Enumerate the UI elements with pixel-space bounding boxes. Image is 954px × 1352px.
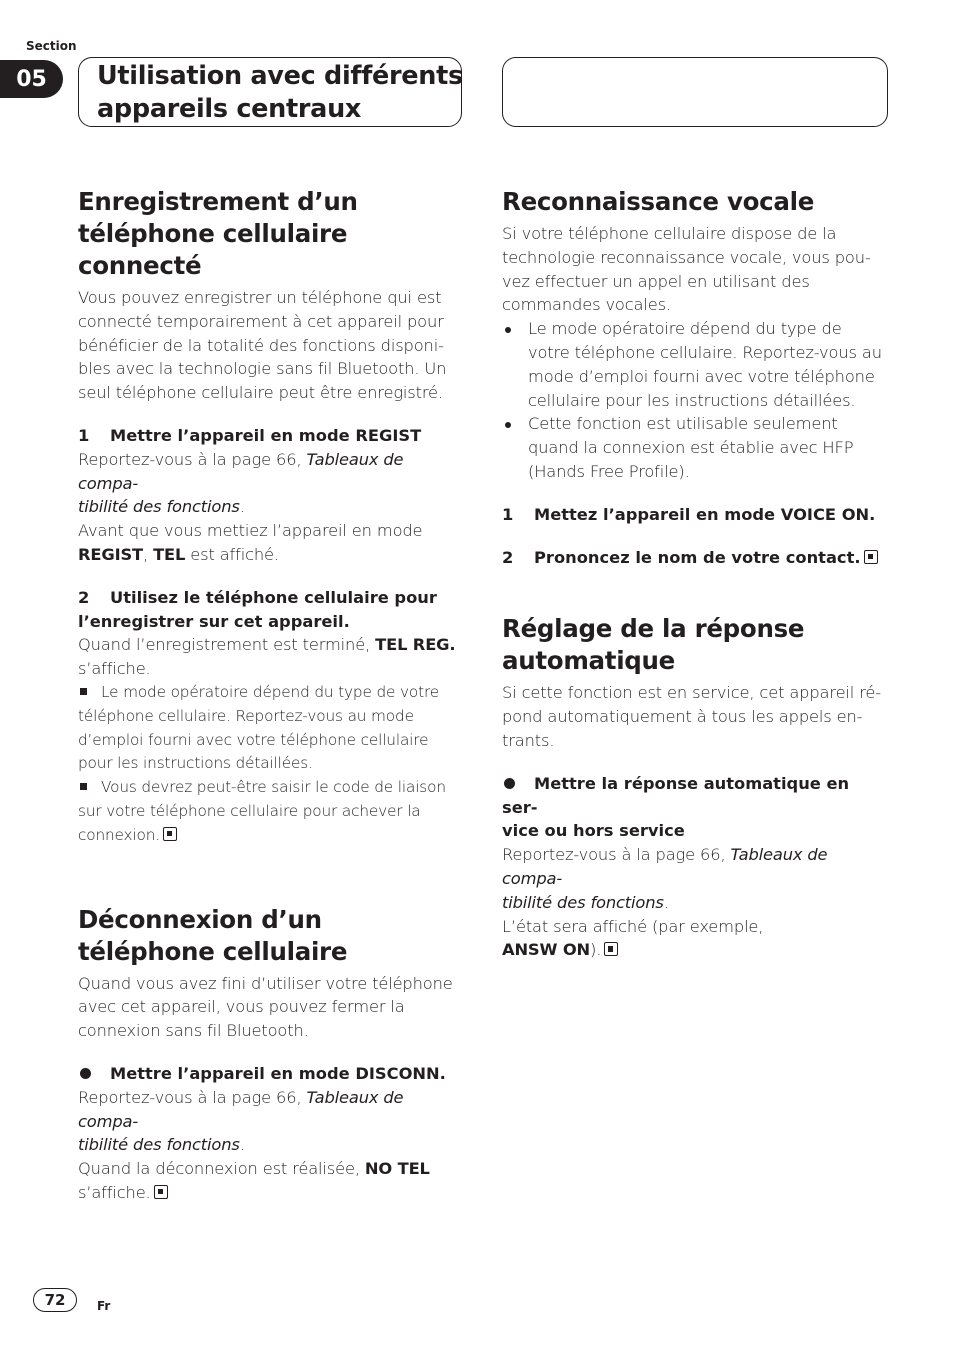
text-line: s’affiche. (78, 1182, 151, 1202)
text-line: Vous pouvez enregistrer un téléphone qui est (78, 288, 442, 307)
heading-voice-recognition (502, 186, 888, 218)
step-number: 1 (78, 425, 90, 445)
text-line: Si votre téléphone cellulaire dispose de la (502, 224, 837, 243)
text-line: Vous devrez peut-être saisir le code de liaison (101, 778, 446, 797)
ref-punct: . (239, 497, 245, 517)
heading-line: téléphone cellulaire connecté (78, 219, 348, 280)
text-line: pour les instructions détaillées. (78, 754, 313, 773)
section-label: Section (26, 39, 77, 53)
text-line: commandes vocales. (502, 295, 671, 315)
ref-title: Tableaux de compa- (502, 845, 828, 888)
text-line: Quand vous avez fini d’utiliser votre téléphone (78, 973, 453, 993)
text-line: votre téléphone cellulaire. Reportez-vous au (528, 342, 882, 362)
ref-punct: . (663, 892, 669, 912)
right-column (502, 186, 888, 962)
text-line: Quand l’enregistrement est terminé, (78, 635, 376, 655)
ref-title: Tableaux de compa- (78, 1087, 404, 1131)
text-line: cellulaire pour les instructions détaillées. (528, 390, 856, 410)
heading-line: Déconnexion d’un (78, 904, 322, 934)
ref-title: Tableaux de compa- (78, 449, 404, 493)
end-of-section-icon (154, 1185, 168, 1199)
text-line: connexion sans fil Bluetooth. (78, 1021, 309, 1041)
end-of-section-icon (864, 550, 878, 564)
step-text: Utilisez le téléphone cellulaire pour (110, 587, 437, 607)
text-sep: , (143, 544, 154, 564)
auto-answer-body (502, 843, 888, 962)
text-line: Quand la déconnexion est réalisée, (78, 1159, 365, 1179)
text-line: L’état sera affiché (par exemple, (502, 916, 764, 936)
registration-intro (78, 286, 464, 405)
end-of-section-icon (604, 942, 618, 956)
left-column (78, 186, 464, 1205)
language-code: Fr (97, 1299, 111, 1313)
text-line: vez effectuer un appel en utilisant des (502, 271, 810, 291)
disconnect-step-body (78, 1086, 464, 1205)
text-line: Le mode opératoire dépend du type de votre (101, 682, 440, 701)
step-2-body (78, 633, 464, 681)
step-text: Mettez l’appareil en mode VOICE ON. (534, 504, 876, 524)
bullet-dot-icon (504, 778, 515, 789)
bullet-item (502, 412, 888, 483)
text-line: Si cette fonction est en service, cet appareil ré- (502, 683, 881, 703)
step-text: l’enregistrer sur cet appareil. (78, 611, 350, 631)
text-line: est affiché. (185, 544, 279, 564)
voice-step-1 (502, 503, 888, 527)
text-line: avec cet appareil, vous pouvez fermer la (78, 997, 405, 1017)
heading-registration (78, 186, 464, 282)
step-text: vice ou hors service (502, 821, 685, 841)
text-line: ). (590, 940, 602, 960)
step-text: Mettre l’appareil en mode REGIST (110, 425, 422, 445)
text-line: (Hands Free Profile). (528, 461, 690, 481)
heading-disconnection (78, 904, 464, 968)
heading-auto-answer (502, 613, 888, 677)
heading-line: automatique (502, 646, 675, 676)
ref-text: Reportez-vous à la page 66, (78, 449, 302, 469)
text-line: quand la connexion est établie avec HFP (528, 438, 854, 458)
empty-header-frame (502, 57, 888, 127)
auto-answer-step (502, 772, 888, 843)
text-line: technologie reconnaissance vocale, vous pou- (502, 247, 871, 267)
heading-line: Réglage de la réponse (502, 614, 805, 644)
text-line: Cette fonction est utilisable seulement (528, 414, 838, 434)
text-line: trants. (502, 730, 555, 750)
text-line: bénéficier de la totalité des fonctions disponi- (78, 335, 444, 355)
disconnect-step-heading (78, 1062, 464, 1086)
text-line: bles avec la technologie sans fil Bluetooth. Un (78, 359, 447, 379)
voice-step-2 (502, 546, 888, 570)
page-number: 72 (33, 1288, 77, 1312)
text-line: seul téléphone cellulaire peut être enregistré. (78, 383, 443, 403)
text-line: mode d’emploi fourni avec votre téléphone (528, 366, 875, 386)
step-text: Mettre l’appareil en mode DISCONN. (110, 1063, 446, 1083)
voice-intro (502, 222, 888, 317)
note-square-icon (80, 688, 87, 695)
chapter-title-line: Utilisation avec différents (97, 61, 463, 91)
heading-line: téléphone cellulaire (78, 936, 348, 966)
note-1 (78, 681, 464, 776)
disconnection-intro (78, 972, 464, 1043)
heading-line: Enregistrement d’un (78, 187, 358, 216)
bullet-dot-icon (80, 1068, 91, 1079)
bullet-item (502, 317, 888, 412)
bullet-dot-icon (502, 412, 528, 483)
step-1-body (78, 448, 464, 567)
ref-title: tibilité des fonctions (502, 892, 664, 912)
display-text: TEL REG. (375, 635, 456, 655)
display-text: TEL (153, 544, 186, 564)
step-1-heading (78, 424, 464, 448)
text-line: sur votre téléphone cellulaire pour achever la (78, 801, 421, 820)
text-line: d’emploi fourni avec votre téléphone cellulaire (78, 730, 429, 749)
section-number-badge: 05 (0, 60, 63, 98)
end-of-section-icon (163, 827, 177, 841)
text-line: Le mode opératoire dépend du type de (528, 319, 842, 339)
text-line: connexion. (78, 825, 161, 844)
note-square-icon (80, 783, 87, 790)
step-text: Mettre la réponse automatique en ser- (502, 773, 850, 817)
heading-line: Reconnaissance vocale (502, 187, 815, 216)
step-number: 2 (502, 547, 514, 567)
display-text: REGIST (78, 544, 144, 564)
step-number: 1 (502, 504, 514, 524)
ref-title: tibilité des fonctions (78, 497, 240, 517)
step-text: Prononcez le nom de votre contact. (534, 547, 861, 567)
chapter-title-line: appareils centraux (97, 94, 362, 124)
bullet-dot-icon (502, 317, 528, 412)
ref-text: Reportez-vous à la page 66, (502, 845, 726, 865)
ref-title: tibilité des fonctions (78, 1135, 240, 1155)
ref-text: Reportez-vous à la page 66, (78, 1087, 302, 1107)
display-text: NO TEL (364, 1159, 430, 1179)
text-line: s’affiche. (78, 659, 151, 679)
step-2-heading (78, 586, 464, 634)
chapter-title (97, 60, 463, 126)
text-line: connecté temporairement à cet appareil pour (78, 311, 444, 331)
text-line: téléphone cellulaire. Reportez-vous au mode (78, 706, 414, 725)
text-line: Avant que vous mettiez l’appareil en mode (78, 521, 423, 541)
text-line: pond automatiquement à tous les appels en- (502, 707, 863, 727)
auto-answer-intro (502, 681, 888, 752)
note-2 (78, 776, 464, 847)
ref-punct: . (239, 1135, 245, 1155)
step-number: 2 (78, 587, 90, 607)
display-text: ANSW ON (502, 940, 590, 960)
